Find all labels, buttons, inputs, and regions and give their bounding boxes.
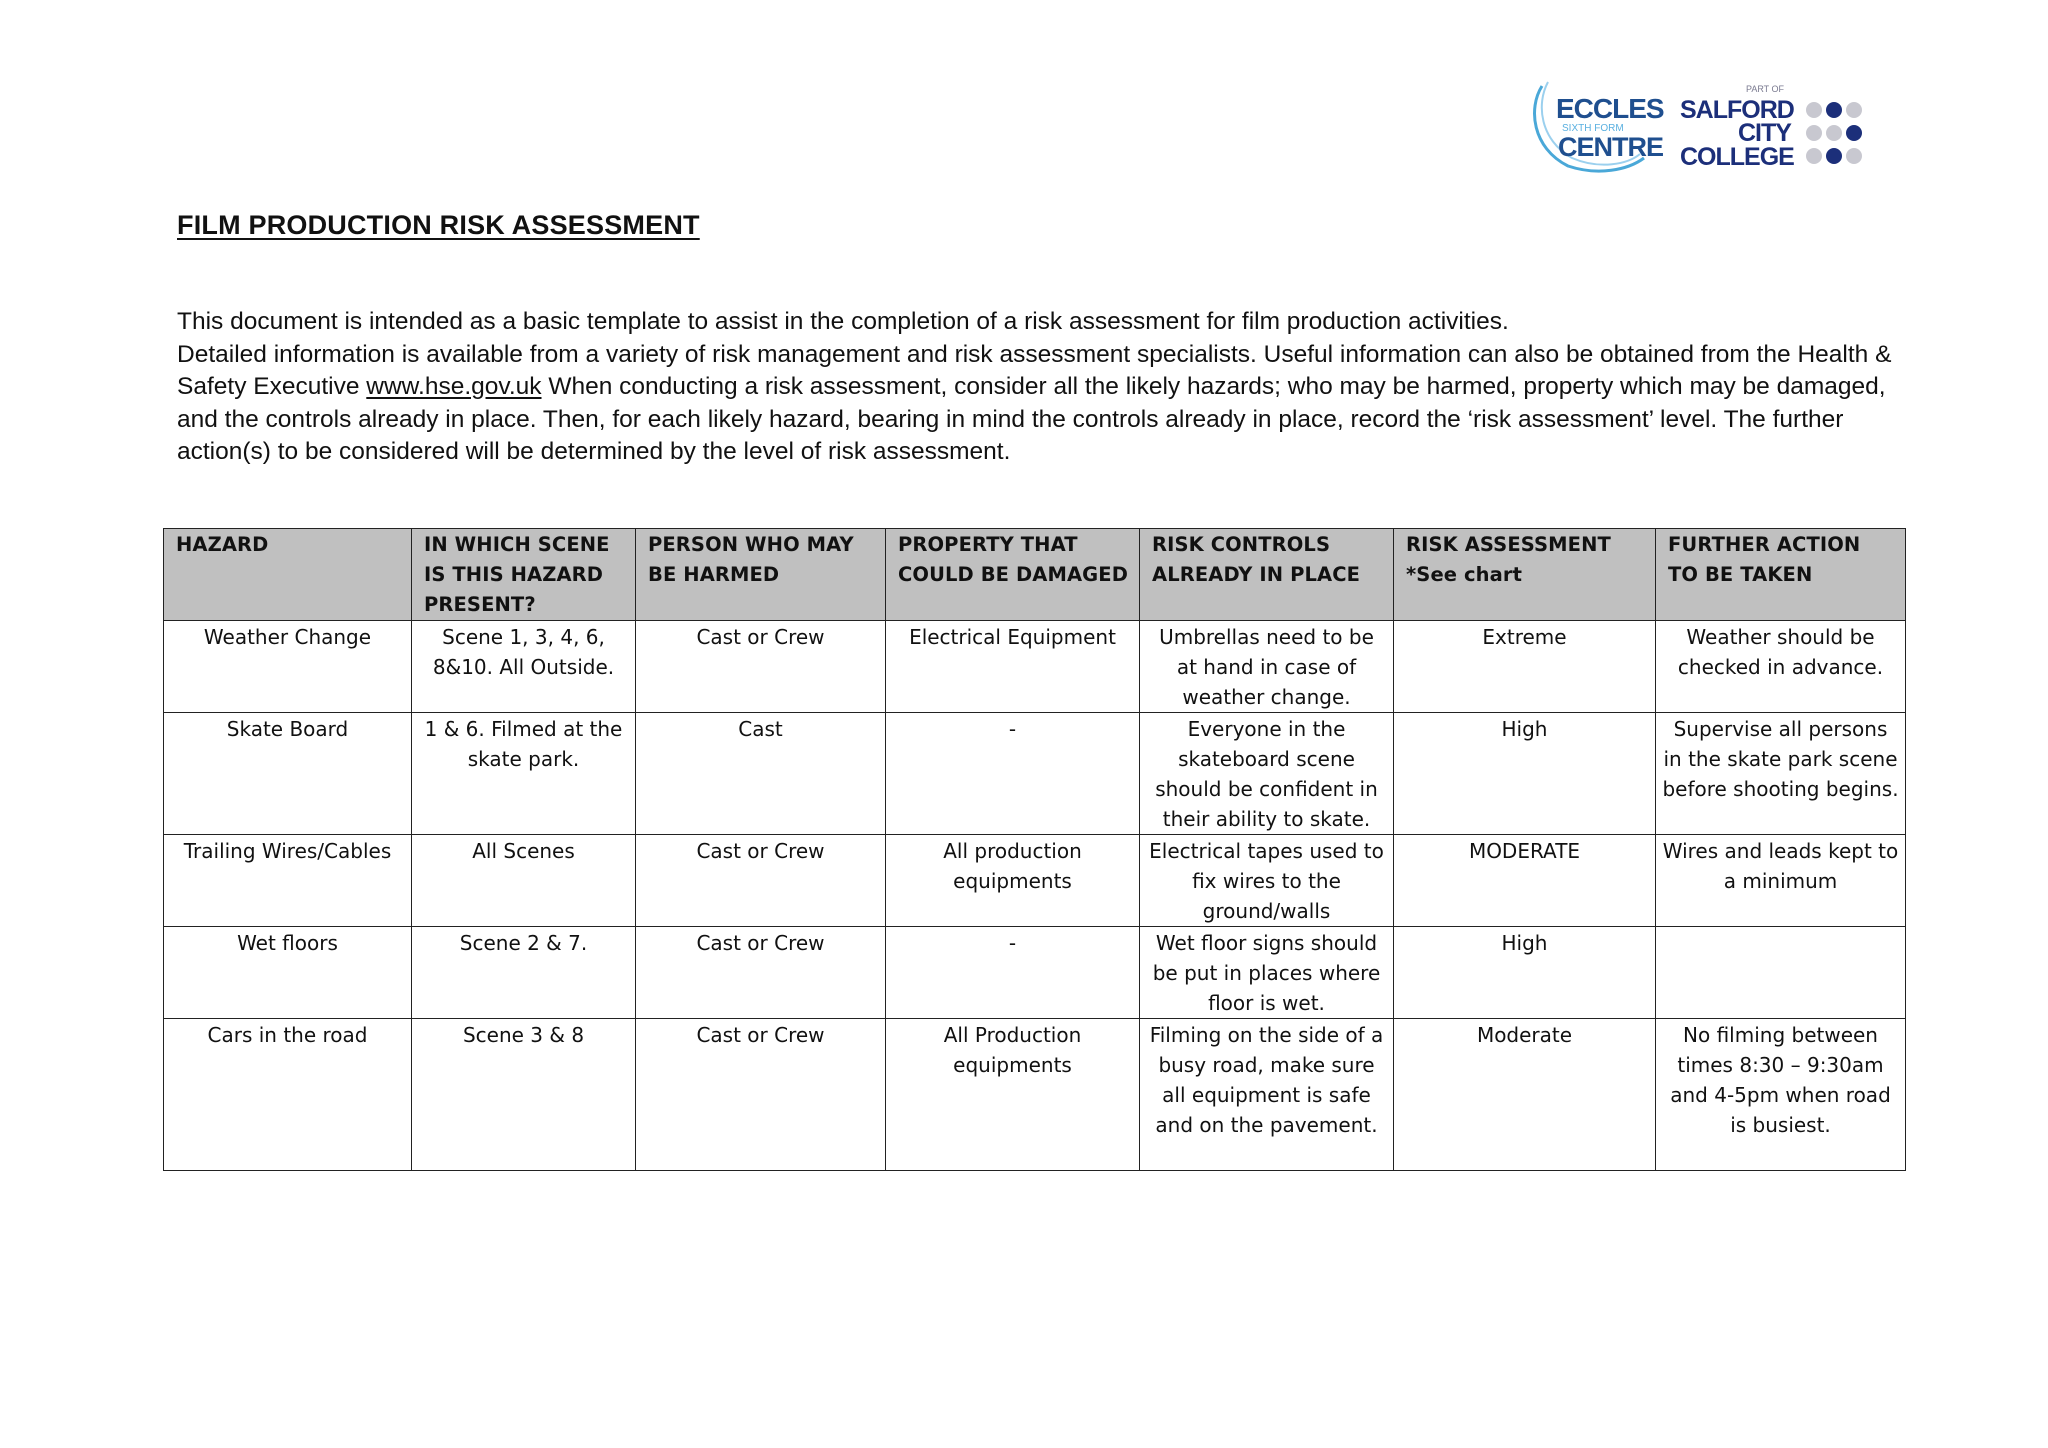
cell-controls: Umbrellas need to be at hand in case of weather change.	[1140, 621, 1394, 713]
cell-property: Electrical Equipment	[886, 621, 1140, 713]
header-action: FURTHER ACTION TO BE TAKEN	[1656, 529, 1906, 621]
cell-scene: Scene 3 & 8	[412, 1019, 636, 1171]
document-title: FILM PRODUCTION RISK ASSESSMENT	[177, 210, 700, 240]
salford-logo-partof: PART OF	[1746, 84, 1785, 94]
cell-hazard: Cars in the road	[164, 1019, 412, 1171]
eccles-logo	[1535, 82, 1664, 171]
header-assessment-note: *See chart	[1406, 563, 1523, 586]
cell-scene: 1 & 6. Filmed at the skate park.	[412, 713, 636, 835]
cell-action: Weather should be checked in advance.	[1656, 621, 1906, 713]
salford-logo-line3: COLLEGE	[1680, 143, 1794, 171]
cell-action: Supervise all persons in the skate park scene before shooting begins.	[1656, 713, 1906, 835]
college-logos	[1528, 78, 1878, 178]
intro-text	[177, 306, 1897, 469]
eccles-logo-line2: SIXTH FORM	[1562, 123, 1624, 134]
header-hazard: HAZARD	[164, 529, 412, 621]
header-property: PROPERTY THAT COULD BE DAMAGED	[886, 529, 1140, 621]
cell-person: Cast or Crew	[636, 1019, 886, 1171]
cell-action	[1656, 927, 1906, 1019]
intro-paragraph-2	[177, 339, 1897, 469]
eccles-logo-line3: CENTRE	[1558, 132, 1664, 162]
header-assessment	[1394, 529, 1656, 621]
cell-person: Cast	[636, 713, 886, 835]
intro-line-1: This document is intended as a basic template to assist in the completion of a risk assessment for film production activities.	[177, 308, 1509, 335]
cell-scene: Scene 1, 3, 4, 6, 8&10. All Outside.	[412, 621, 636, 713]
header-person: PERSON WHO MAY BE HARMED	[636, 529, 886, 621]
cell-scene: All Scenes	[412, 835, 636, 927]
college-logos-graphic	[1528, 78, 1878, 178]
salford-logo	[1680, 84, 1862, 171]
cell-controls: Filming on the side of a busy road, make sure all equipment is safe and on the pavement.	[1140, 1019, 1394, 1171]
cell-assessment: High	[1394, 927, 1656, 1019]
cell-hazard: Skate Board	[164, 713, 412, 835]
header-assessment-title: RISK ASSESSMENT	[1406, 533, 1611, 556]
hse-link[interactable]: www.hse.gov.uk	[366, 373, 542, 401]
cell-hazard: Wet floors	[164, 927, 412, 1019]
cell-person: Cast or Crew	[636, 927, 886, 1019]
cell-action: No filming between times 8:30 – 9:30am and 4-5pm when road is busiest.	[1656, 1019, 1906, 1171]
intro-text-before-link: Detailed information is available from a variety of risk management and risk assessment specialists. Useful information can also be obtained from the Health & Safety Executive	[177, 340, 1892, 401]
cell-person: Cast or Crew	[636, 835, 886, 927]
table-header-row	[164, 529, 1906, 621]
cell-assessment: Moderate	[1394, 1019, 1656, 1171]
cell-controls: Wet floor signs should be put in places where floor is wet.	[1140, 927, 1394, 1019]
table-row	[164, 621, 1906, 713]
cell-property: -	[886, 927, 1140, 1019]
table-row	[164, 1019, 1906, 1171]
cell-controls: Electrical tapes used to fix wires to the ground/walls	[1140, 835, 1394, 927]
table-row	[164, 713, 1906, 835]
intro-text-after-link: When conducting a risk assessment, consider all the likely hazards; who may be harmed, property which may be damaged, and the controls already in place. Then, for each likely hazard, bearing in mind the controls already in place, record the ‘risk assessment’ level. The further action(s) to be considered will be determined by the level of risk assessment.	[177, 373, 1886, 466]
cell-property: All Production equipments	[886, 1019, 1140, 1171]
cell-hazard: Trailing Wires/Cables	[164, 835, 412, 927]
salford-logo-line1: SALFORD	[1680, 96, 1794, 124]
cell-hazard: Weather Change	[164, 621, 412, 713]
table-row	[164, 927, 1906, 1019]
table-row	[164, 835, 1906, 927]
cell-scene: Scene 2 & 7.	[412, 927, 636, 1019]
header-scene: IN WHICH SCENE IS THIS HAZARD PRESENT?	[412, 529, 636, 621]
cell-action: Wires and leads kept to a minimum	[1656, 835, 1906, 927]
cell-assessment: High	[1394, 713, 1656, 835]
cell-property: -	[886, 713, 1140, 835]
cell-person: Cast or Crew	[636, 621, 886, 713]
cell-assessment: MODERATE	[1394, 835, 1656, 927]
risk-assessment-table	[163, 528, 1906, 1171]
eccles-logo-line1: ECCLES	[1556, 93, 1664, 124]
cell-assessment: Extreme	[1394, 621, 1656, 713]
header-controls: RISK CONTROLS ALREADY IN PLACE	[1140, 529, 1394, 621]
cell-controls: Everyone in the skateboard scene should be confident in their ability to skate.	[1140, 713, 1394, 835]
salford-logo-line2: CITY	[1738, 119, 1791, 147]
cell-property: All production equipments	[886, 835, 1140, 927]
